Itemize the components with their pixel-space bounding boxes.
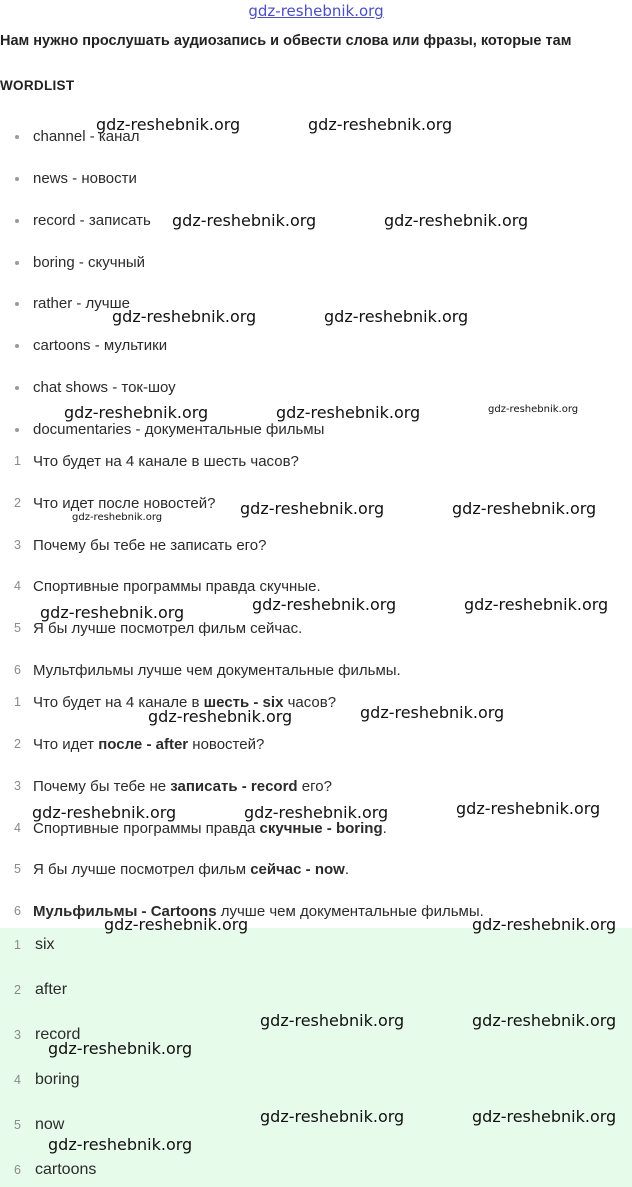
question-text: Почему бы тебе не записать его? xyxy=(33,537,267,554)
translation-text: Что будет на 4 канале в шесть - six часов? xyxy=(33,694,337,711)
watermark: gdz-reshebnik.org xyxy=(72,512,163,523)
translation-number: 4 xyxy=(14,821,21,835)
watermark: gdz-reshebnik.org xyxy=(112,307,257,326)
watermark: gdz-reshebnik.org xyxy=(276,403,421,422)
wordlist-item-text: cartoons - мультики xyxy=(33,337,168,354)
watermark: gdz-reshebnik.org xyxy=(324,307,469,326)
translation-text: Почему бы тебе не записать - record его? xyxy=(33,778,332,795)
watermark: gdz-reshebnik.org xyxy=(488,404,579,415)
wordlist-item-text: documentaries - документальные фильмы xyxy=(33,421,325,438)
translation-number: 1 xyxy=(14,695,21,709)
translation-number: 3 xyxy=(14,779,21,793)
answer-text: now xyxy=(35,1116,65,1133)
translation-text: Я бы лучше посмотрел фильм сейчас - now. xyxy=(33,861,349,878)
question-number: 3 xyxy=(14,538,21,552)
answer-number: 4 xyxy=(14,1073,21,1087)
wordlist-item-text: news - новости xyxy=(33,170,137,187)
highlighted-answer: скучные - boring xyxy=(259,820,383,837)
question-number: 5 xyxy=(14,621,21,635)
answer-number: 2 xyxy=(14,983,21,997)
answer-number: 3 xyxy=(14,1028,21,1042)
wordlist-item-text: chat shows - ток-шоу xyxy=(33,379,176,396)
watermark: gdz-reshebnik.org xyxy=(308,115,453,134)
watermark: gdz-reshebnik.org xyxy=(252,595,397,614)
watermark: gdz-reshebnik.org xyxy=(244,803,389,822)
answer-text: record xyxy=(35,1026,81,1043)
watermark: gdz-reshebnik.org xyxy=(96,115,241,134)
translation-number: 2 xyxy=(14,737,21,751)
bullet-icon xyxy=(15,261,19,265)
watermark: gdz-reshebnik.org xyxy=(464,595,609,614)
watermark: gdz-reshebnik.org xyxy=(472,1011,617,1030)
watermark: gdz-reshebnik.org xyxy=(260,1107,405,1126)
question-text: Что идет после новостей? xyxy=(33,495,216,512)
watermark: gdz-reshebnik.org xyxy=(172,211,317,230)
highlighted-answer: Мульфильмы - Cartoons xyxy=(33,903,217,920)
watermark: gdz-reshebnik.org xyxy=(48,1039,193,1058)
translation-number: 5 xyxy=(14,862,21,876)
answer-text: cartoons xyxy=(35,1161,97,1178)
bullet-icon xyxy=(15,428,19,432)
bullet-icon xyxy=(15,219,19,223)
wordlist-item-text: rather - лучше xyxy=(33,295,130,312)
answer-text: boring xyxy=(35,1071,80,1088)
question-number: 6 xyxy=(14,663,21,677)
bullet-icon xyxy=(15,135,19,139)
wordlist-heading: WORDLIST xyxy=(0,78,75,93)
wordlist-item-text: channel - канал xyxy=(33,128,140,145)
highlighted-answer: шесть - six xyxy=(203,694,284,711)
watermark: gdz-reshebnik.org xyxy=(104,915,249,934)
watermark: gdz-reshebnik.org xyxy=(384,211,529,230)
translation-text: Спортивные программы правда скучные - boring. xyxy=(33,820,387,837)
task-description: Нам нужно прослушать аудиозапись и обвести слова или фразы, которые там xyxy=(0,33,572,49)
watermark: gdz-reshebnik.org xyxy=(452,499,597,518)
question-text: Что будет на 4 канале в шесть часов? xyxy=(33,453,299,470)
bullet-icon xyxy=(15,386,19,390)
watermark: gdz-reshebnik.org xyxy=(472,1107,617,1126)
question-text: Спортивные программы правда скучные. xyxy=(33,578,321,595)
watermark: gdz-reshebnik.org xyxy=(64,403,209,422)
watermark: gdz-reshebnik.org xyxy=(260,1011,405,1030)
bullet-icon xyxy=(15,177,19,181)
question-number: 2 xyxy=(14,496,21,510)
translation-text: Мульфильмы - Cartoons лучше чем документальные фильмы. xyxy=(33,903,484,920)
question-text: Я бы лучше посмотрел фильм сейчас. xyxy=(33,620,303,637)
question-number: 4 xyxy=(14,579,21,593)
question-text: Мультфильмы лучше чем документальные фильмы. xyxy=(33,662,401,679)
watermark: gdz-reshebnik.org xyxy=(456,799,601,818)
watermark: gdz-reshebnik.org xyxy=(360,703,505,722)
answer-text: six xyxy=(35,936,55,953)
site-watermark-link[interactable]: gdz-reshebnik.org xyxy=(248,2,384,20)
highlighted-answer: после - after xyxy=(98,736,189,753)
wordlist-item-text: record - записать xyxy=(33,212,151,229)
bullet-icon xyxy=(15,344,19,348)
answer-number: 1 xyxy=(14,938,21,952)
answer-number: 6 xyxy=(14,1163,21,1177)
watermark: gdz-reshebnik.org xyxy=(40,603,185,622)
bullet-icon xyxy=(15,302,19,306)
wordlist-item-text: boring - скучный xyxy=(33,254,146,271)
translation-number: 6 xyxy=(14,904,21,918)
watermark: gdz-reshebnik.org xyxy=(48,1135,193,1154)
question-number: 1 xyxy=(14,454,21,468)
highlighted-answer: сейчас - now xyxy=(250,861,345,878)
watermark: gdz-reshebnik.org xyxy=(148,707,293,726)
answer-text: after xyxy=(35,981,68,998)
translation-text: Что идет после - after новостей? xyxy=(33,736,265,753)
watermark: gdz-reshebnik.org xyxy=(32,803,177,822)
answer-number: 5 xyxy=(14,1118,21,1132)
watermark: gdz-reshebnik.org xyxy=(472,915,617,934)
watermark: gdz-reshebnik.org xyxy=(240,499,385,518)
highlighted-answer: записать - record xyxy=(170,778,298,795)
